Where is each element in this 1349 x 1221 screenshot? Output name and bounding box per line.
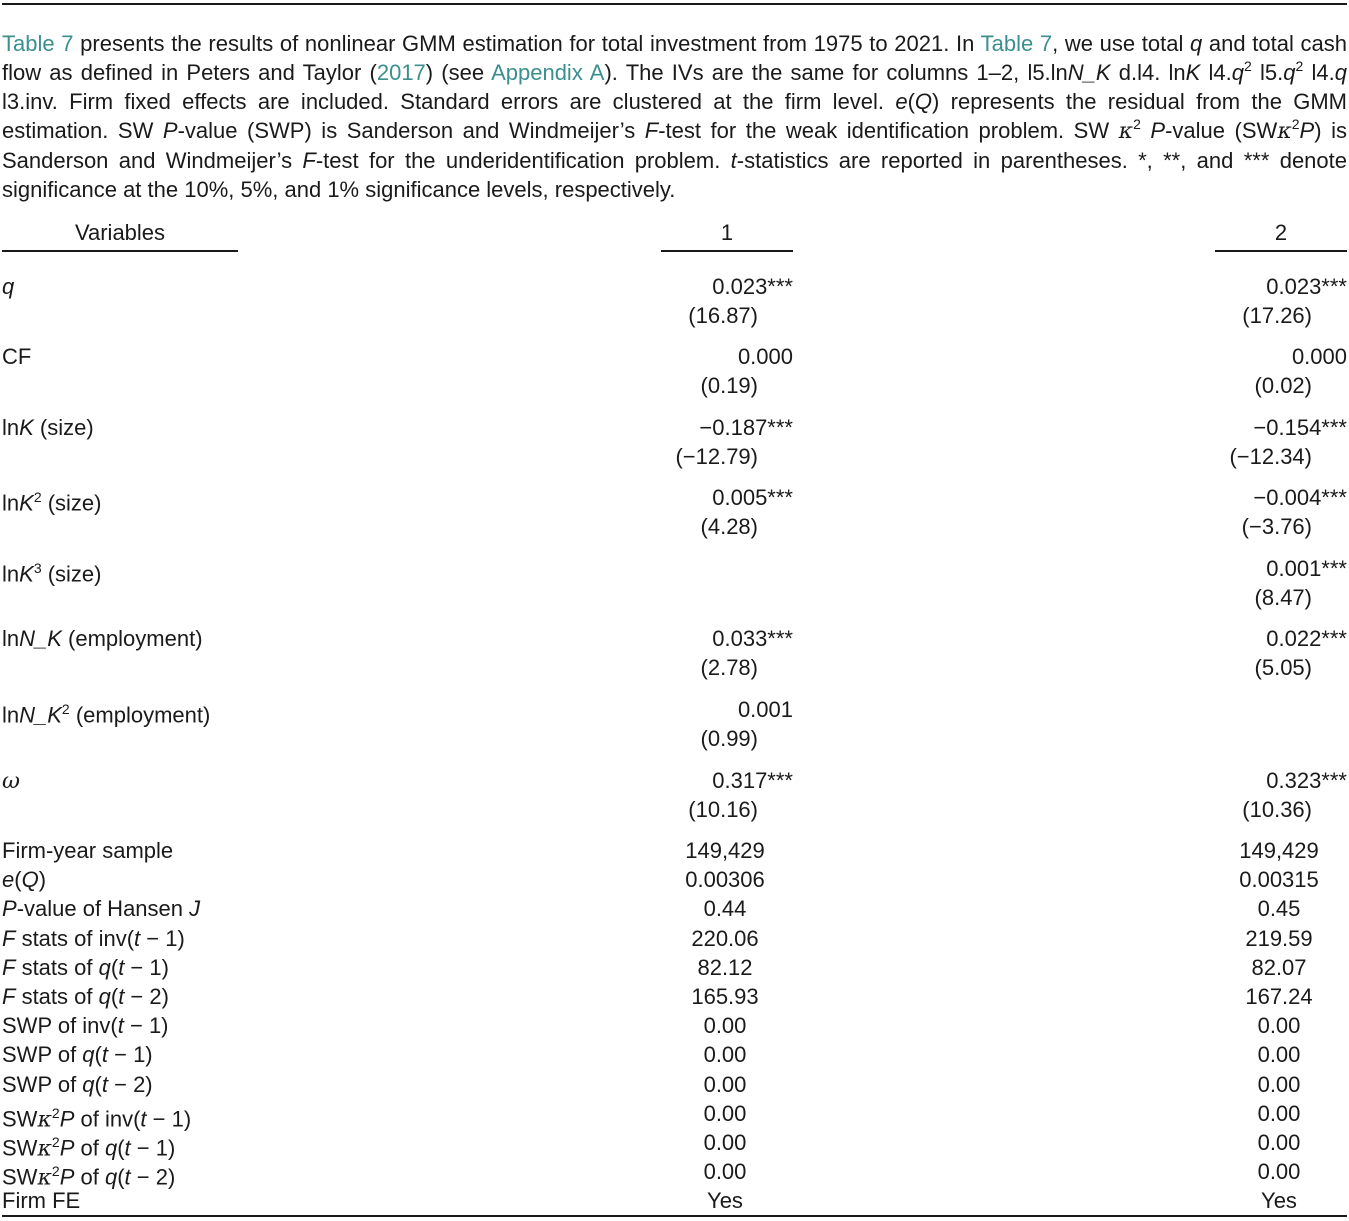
coef-cell: 0.023***	[712, 274, 793, 299]
citation-link[interactable]: 2017	[376, 60, 426, 85]
tstat-cell: (17.26)	[1242, 303, 1312, 328]
row-label: lnK$^2$ (size)	[2, 489, 102, 516]
tstat-cell: (0.99)	[700, 726, 758, 751]
tstat-cell: (−12.79)	[675, 444, 758, 469]
row-label: lnN_K (employment)	[2, 626, 203, 651]
table-caption: Table 7 presents the results of nonlinear GMM estimation for total investment from 1975 to 2021. In Table 7, we use total q and total cash flow as defined in Peters and Taylor (2017) (see Appendix A). The IVs are the same for columns 1–2, l5.lnN_K d.l4. lnK $l4.q^2$ $l5.q^2$ l4.q l3.inv. Firm fixed effects are included. Standard errors are clustered at the firm level. e(Q) represents the residual from the GMM estimation. SW P-value (SWP) is Sanderson and Windmeijer’s F-test for the weak identification problem. SW $\kappa^2$ P-value (SWκ$^2$P) is Sanderson and Windmeijer’s F-test for the underidentification problem. t-statistics are reported in parentheses. *, **, and *** denote significance at the 10%, 5%, and 1% significance levels, respectively.	[2, 31, 1347, 202]
stat-label: P-value of Hansen J	[2, 896, 201, 922]
stat-cell: 0.45	[1257, 896, 1301, 922]
table-link[interactable]: Table 7	[2, 31, 74, 56]
stat-label: SWP of inv(t − 1)	[2, 1013, 169, 1039]
tstat-cell: (0.19)	[700, 373, 758, 398]
coef-cell: 0.323***	[1266, 768, 1347, 793]
coef-cell: −0.004***	[1253, 485, 1347, 510]
row-label: $\ln N\_K^2$ (employment)	[2, 701, 211, 728]
tstat-cell: (10.36)	[1242, 797, 1312, 822]
stat-cell: Yes	[707, 1188, 743, 1214]
stat-cell: 219.59	[1245, 925, 1313, 951]
tstat-cell: (16.87)	[688, 303, 758, 328]
header-col1: 1	[720, 220, 734, 245]
tstat-cell: (10.16)	[688, 797, 758, 822]
coef-cell: 0.317***	[712, 768, 793, 793]
tstat-cell: (0.02)	[1254, 373, 1312, 398]
coef-cell: 0.023***	[1266, 274, 1347, 299]
header-underline	[2, 250, 238, 252]
header-variables: Variables	[74, 220, 166, 245]
stat-cell: 0.00	[703, 1130, 747, 1155]
stat-cell: 0.00315	[1239, 867, 1319, 893]
stat-cell: 0.00	[703, 1159, 747, 1185]
coef-cell: 0.001	[737, 697, 793, 722]
tstat-cell: (8.47)	[1254, 585, 1312, 610]
stat-cell: 0.00	[1257, 1071, 1301, 1097]
stat-cell: 0.00	[703, 1071, 747, 1097]
stat-cell: 0.00	[703, 1042, 747, 1068]
coef-cell: 0.033***	[712, 626, 793, 651]
row-label: lnK (size)	[2, 415, 94, 440]
stat-cell: 165.93	[691, 984, 759, 1009]
stat-label: SWP of q(t − 2)	[2, 1071, 153, 1097]
stat-cell: 0.00306	[685, 867, 765, 893]
stat-cell: 82.07	[1251, 954, 1307, 980]
stat-cell: 0.44	[703, 896, 747, 922]
appendix-link[interactable]: Appendix A	[491, 60, 605, 85]
stat-label: SWκ$^2$P of q(t − 2)	[2, 1163, 176, 1191]
row-label: ω	[2, 769, 20, 794]
tstat-cell: (2.78)	[700, 655, 758, 680]
coef-cell: 0.001***	[1266, 556, 1347, 581]
coef-cell: −0.154***	[1253, 415, 1347, 440]
coef-cell: −0.187***	[699, 415, 793, 440]
stat-cell: 0.00	[1257, 1013, 1301, 1039]
stat-cell: 0.00	[703, 1100, 747, 1126]
top-rule	[2, 3, 1347, 5]
stat-cell: Yes	[1261, 1188, 1297, 1214]
stat-cell: 167.24	[1245, 984, 1313, 1009]
stat-label: Firm FE	[2, 1188, 81, 1214]
stat-cell: 0.00	[1257, 1130, 1301, 1155]
row-label: q	[2, 274, 15, 299]
tstat-cell: (−3.76)	[1241, 514, 1312, 539]
stat-cell: 0.00	[1257, 1100, 1301, 1126]
stat-label: F stats of q(t − 1)	[2, 954, 169, 980]
stat-label: e(Q)	[2, 867, 47, 893]
tstat-cell: (−12.34)	[1229, 444, 1312, 469]
tstat-cell: (5.05)	[1254, 655, 1312, 680]
stat-cell: 149,429	[1239, 838, 1319, 863]
bottom-rule	[2, 1215, 1347, 1217]
stat-label: SWκ$^2$P of inv(t − 1)	[2, 1104, 192, 1133]
tstat-cell: (4.28)	[700, 514, 758, 539]
stat-label: SWκ$^2$P of q(t − 1)	[2, 1134, 176, 1162]
row-label: CF	[2, 344, 32, 369]
coef-cell: 0.022***	[1266, 626, 1347, 651]
header-col2: 2	[1274, 220, 1288, 245]
stat-cell: 0.00	[1257, 1042, 1301, 1068]
coef-cell: 0.000	[1291, 344, 1347, 369]
table-link[interactable]: Table 7	[980, 31, 1053, 56]
stat-cell: 0.00	[1257, 1159, 1301, 1185]
stat-cell: 82.12	[697, 954, 753, 980]
header-underline	[661, 250, 793, 252]
stat-cell: 0.00	[703, 1013, 747, 1039]
coef-cell: 0.000	[737, 344, 793, 369]
header-underline	[1215, 250, 1347, 252]
stat-cell: 220.06	[691, 925, 759, 951]
stat-label: SWP of q(t − 1)	[2, 1042, 153, 1068]
row-label: lnK$^3$ (size)	[2, 560, 102, 587]
stat-label: Firm-year sample	[2, 838, 174, 863]
stat-label: F stats of q(t − 2)	[2, 984, 169, 1009]
stat-label: F stats of inv(t − 1)	[2, 925, 185, 951]
coef-cell: 0.005***	[712, 485, 793, 510]
stat-cell: 149,429	[685, 838, 765, 863]
